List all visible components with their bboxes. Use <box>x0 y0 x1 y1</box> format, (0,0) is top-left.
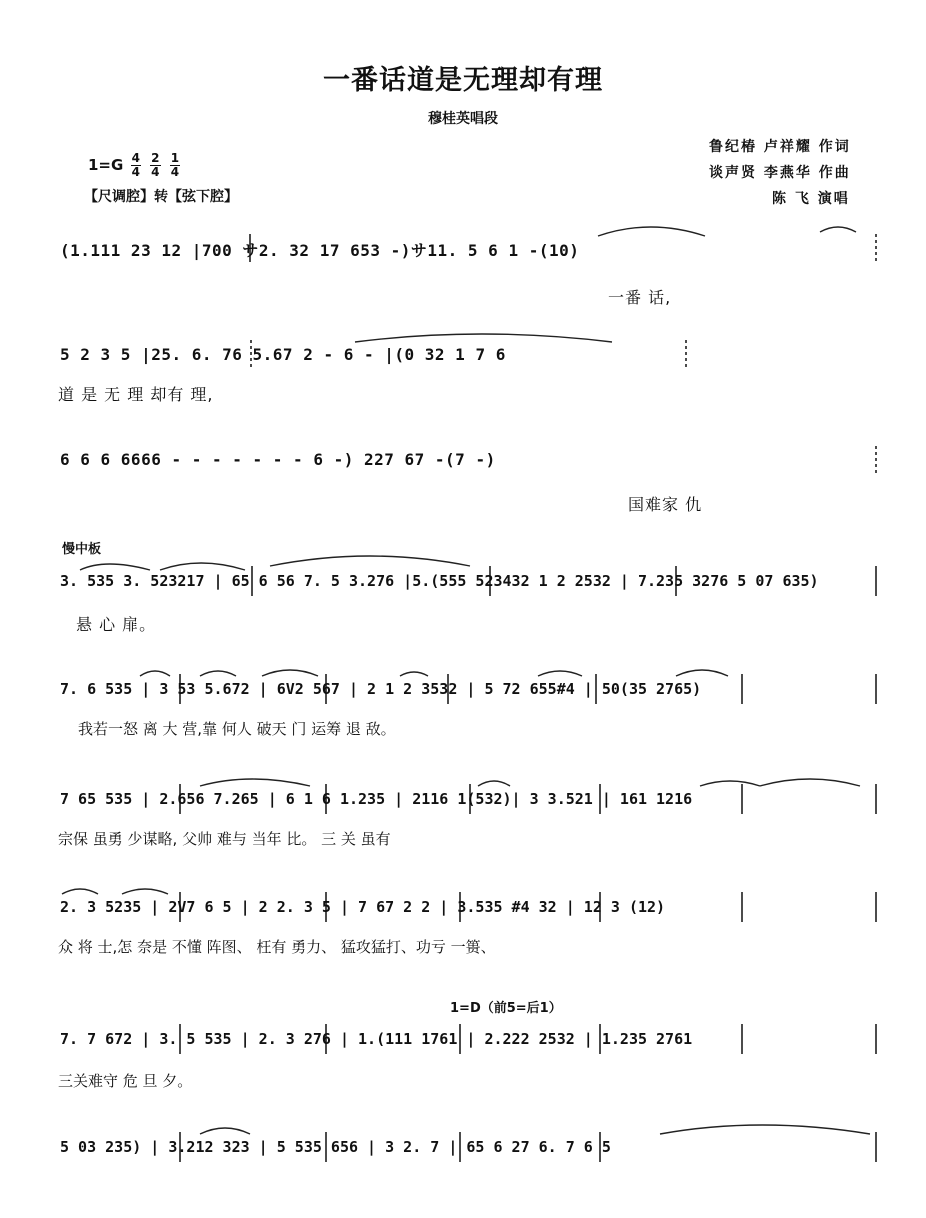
lyrics-row-2: 道 是 无 理 却有 理, <box>58 385 214 404</box>
slur <box>700 781 760 786</box>
lyricist-credit: 鲁纪椿 卢祥耀 作词 <box>709 139 851 155</box>
subtitle: 穆桂英唱段 <box>428 111 498 127</box>
tempo-marking: 慢中板 <box>62 542 102 557</box>
slur <box>160 563 245 570</box>
slur <box>80 564 150 570</box>
slur <box>62 889 98 894</box>
slur <box>262 670 318 676</box>
page-title: 一番话道是无理却有理 <box>323 65 603 96</box>
notation-row-1: (1.111 23 12 |700 サ2. 32 17 653 -)サ11. 5 6 1 -(10) <box>60 241 580 260</box>
performer-credit: 陈 飞 演唱 <box>772 191 850 207</box>
notation-row-3: 6 6 6 6666 - - - - - - - 6 -) 227 67 -(7 -) <box>60 450 496 469</box>
slur <box>140 671 170 676</box>
slur <box>355 334 612 342</box>
slur <box>660 1125 870 1134</box>
key-label: 1=G <box>88 156 124 174</box>
lyrics-row-1: 一番 话, <box>608 288 672 307</box>
composer-credit: 谈声贤 李燕华 作曲 <box>709 165 851 181</box>
notation-row-4: 3. 535 3. 523217 | 65 6 56 7. 5 3.276 |5.(555 523432 1 2 2532 | 7.235 3276 5 07 635) <box>60 572 819 590</box>
slur <box>760 779 860 786</box>
slur <box>200 671 236 676</box>
slur <box>122 889 168 894</box>
lyrics-row-4: 悬 心 扉。 <box>76 615 157 634</box>
notation-row-5: 7. 6 535 | 3 53 5.672 | 6V2 567 | 2 1 2 3532 | 5 72 655#4 | 50(35 2765) <box>60 680 702 698</box>
lyrics-row-7: 众 将 士,怎 奈是 不懂 阵图、 枉有 勇力、 猛攻猛打、功亏 一篑、 <box>58 938 496 956</box>
notation-row-7: 2. 3 5235 | 2V7 6 5 | 2 2. 3 5 | 7 67 2 2 | 3.535 #4 32 | 12 3 (12) <box>60 898 666 916</box>
notation-row-8: 7. 7 672 | 3. 5 535 | 2. 3 276 | 1.(111 1761 | 2.222 2532 | 1.235 2761 <box>60 1030 693 1048</box>
lyrics-row-6: 宗保 虽勇 少谋略, 父帅 难与 当年 比。 三 关 虽有 <box>58 830 391 848</box>
meter-1: $\frac{4}{4}$ <box>131 151 140 179</box>
notation-row-6: 7 65 535 | 2.656 7.265 | 6 1 6 1.235 | 2116 1(532)| 3 3.521 | 161 1216 <box>60 790 693 808</box>
meter-3: $\frac{1}{4}$ <box>170 151 180 179</box>
lyrics-row-5: 我若一怒 离 大 营,靠 何人 破天 门 运筹 退 敌。 <box>78 720 396 738</box>
notation-row-2: 5 2 3 5 |25. 6. 76 5.67 2 - 6 - |(0 32 1 7 6 <box>60 345 506 364</box>
lyrics-row-3: 国难家 仇 <box>628 495 703 514</box>
slur <box>676 670 728 676</box>
slur <box>538 671 582 676</box>
slur <box>200 779 310 786</box>
slur <box>200 1128 250 1134</box>
slur <box>598 227 705 236</box>
slur <box>270 556 470 566</box>
notation-row-9: 5 03 235) | 3.212 323 | 5 535 656 | 3 2. 7 | 65 6 27 6. 7 6 5 <box>60 1138 611 1156</box>
key-change: 1=D（前5=后1） <box>450 1001 562 1016</box>
style-label: 【尺调腔】转【弦下腔】 <box>84 189 238 205</box>
lyrics-row-8: 三关难守 危 旦 夕。 <box>58 1072 193 1090</box>
slur <box>400 672 428 676</box>
slur <box>478 781 510 786</box>
meter-2: $\frac{2}{4}$ <box>151 151 160 179</box>
slur <box>820 227 856 232</box>
